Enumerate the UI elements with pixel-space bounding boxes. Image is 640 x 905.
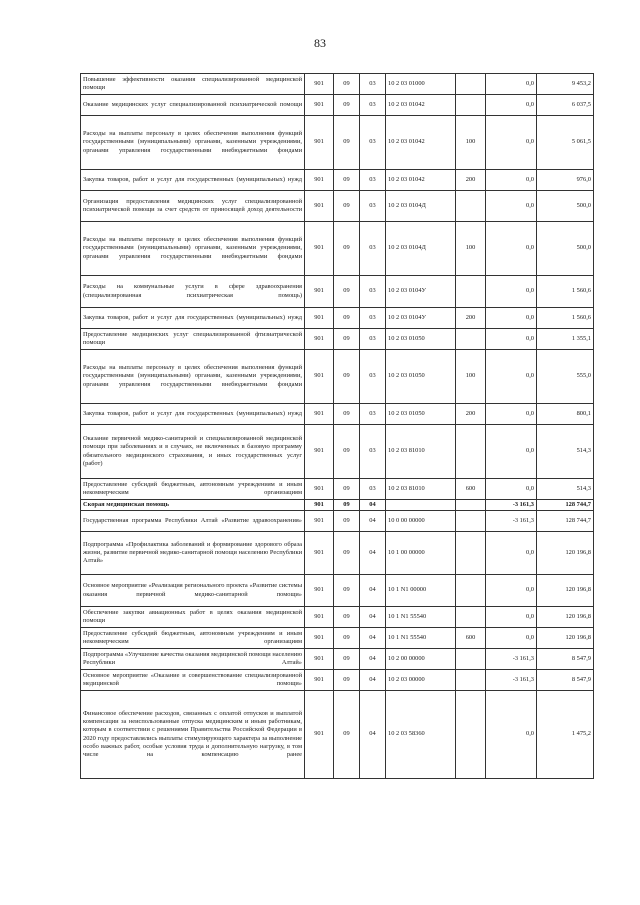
row-target-article-code: 10 0 00 00000 <box>386 511 456 532</box>
table-row <box>81 479 594 500</box>
row-expense-type-code: 100 <box>456 116 486 170</box>
row-change-amount: 0,0 <box>486 170 537 191</box>
row-grbs-code: 901 <box>305 404 334 425</box>
row-change-amount: 0,0 <box>486 74 537 95</box>
row-expense-type-code <box>456 691 486 779</box>
row-name: Оказание медицинских услуг специализированной психиатрической помощи <box>81 95 305 116</box>
row-target-article-code: 10 2 03 0104Д <box>386 191 456 222</box>
row-subsection-code: 03 <box>360 74 386 95</box>
row-subsection-code: 03 <box>360 116 386 170</box>
row-change-amount: 0,0 <box>486 404 537 425</box>
row-change-amount: 0,0 <box>486 276 537 308</box>
row-expense-type-code: 200 <box>456 404 486 425</box>
row-total-amount: 1 560,6 <box>537 308 594 329</box>
row-change-amount: 0,0 <box>486 116 537 170</box>
row-grbs-code: 901 <box>305 116 334 170</box>
row-change-amount: 0,0 <box>486 575 537 607</box>
row-name: Предоставление субсидий бюджетным, автономным учреждениям и иным некоммерческим организациям <box>81 628 305 649</box>
row-expense-type-code <box>456 95 486 116</box>
row-total-amount: 8 547,9 <box>537 649 594 670</box>
row-grbs-code: 901 <box>305 222 334 276</box>
row-subsection-code: 04 <box>360 691 386 779</box>
row-expense-type-code: 600 <box>456 479 486 500</box>
row-section-code: 09 <box>334 404 360 425</box>
row-target-article-code: 10 2 03 01050 <box>386 404 456 425</box>
row-name: Государственная программа Республики Алтай «Развитие здравоохранения» <box>81 511 305 532</box>
row-grbs-code: 901 <box>305 500 334 511</box>
row-name: Закупка товаров, работ и услуг для государственных (муниципальных) нужд <box>81 404 305 425</box>
row-total-amount: 800,1 <box>537 404 594 425</box>
row-change-amount: 0,0 <box>486 607 537 628</box>
table-row <box>81 532 594 575</box>
table-row <box>81 170 594 191</box>
row-grbs-code: 901 <box>305 276 334 308</box>
table-row <box>81 222 594 276</box>
row-section-code: 09 <box>334 276 360 308</box>
table-row <box>81 425 594 479</box>
row-target-article-code: 10 2 03 01042 <box>386 170 456 191</box>
row-grbs-code: 901 <box>305 691 334 779</box>
row-target-article-code: 10 2 03 81010 <box>386 425 456 479</box>
row-target-article-code <box>386 500 456 511</box>
row-grbs-code: 901 <box>305 74 334 95</box>
row-expense-type-code <box>456 532 486 575</box>
table-row <box>81 649 594 670</box>
row-change-amount: 0,0 <box>486 329 537 350</box>
row-target-article-code: 10 2 03 81010 <box>386 479 456 500</box>
row-grbs-code: 901 <box>305 607 334 628</box>
row-total-amount: 120 196,8 <box>537 575 594 607</box>
table-row <box>81 575 594 607</box>
row-expense-type-code <box>456 500 486 511</box>
row-grbs-code: 901 <box>305 350 334 404</box>
row-total-amount: 976,0 <box>537 170 594 191</box>
row-section-code: 09 <box>334 691 360 779</box>
row-name: Скорая медицинская помощь <box>81 500 305 511</box>
row-target-article-code: 10 2 00 00000 <box>386 649 456 670</box>
row-change-amount: -3 161,3 <box>486 511 537 532</box>
row-expense-type-code: 200 <box>456 308 486 329</box>
row-subsection-code: 03 <box>360 479 386 500</box>
table-body <box>81 74 594 779</box>
row-grbs-code: 901 <box>305 308 334 329</box>
table-row <box>81 191 594 222</box>
row-change-amount: 0,0 <box>486 532 537 575</box>
table-row <box>81 670 594 691</box>
row-target-article-code: 10 1 N1 55540 <box>386 628 456 649</box>
row-name: Организация предоставления медицинских услуг специализированной психиатрической помощи за счет средств от приносящей доход деятельности <box>81 191 305 222</box>
row-expense-type-code <box>456 575 486 607</box>
row-total-amount: 6 037,5 <box>537 95 594 116</box>
row-total-amount: 128 744,7 <box>537 500 594 511</box>
row-total-amount: 1 475,2 <box>537 691 594 779</box>
row-section-code: 09 <box>334 425 360 479</box>
row-total-amount: 500,0 <box>537 222 594 276</box>
row-total-amount: 9 453,2 <box>537 74 594 95</box>
row-subsection-code: 03 <box>360 95 386 116</box>
row-subsection-code: 04 <box>360 500 386 511</box>
row-expense-type-code <box>456 329 486 350</box>
table-row <box>81 95 594 116</box>
row-grbs-code: 901 <box>305 170 334 191</box>
table-row <box>81 350 594 404</box>
row-expense-type-code <box>456 607 486 628</box>
row-target-article-code: 10 2 03 01050 <box>386 329 456 350</box>
row-total-amount: 128 744,7 <box>537 511 594 532</box>
row-section-code: 09 <box>334 222 360 276</box>
row-target-article-code: 10 1 N1 00000 <box>386 575 456 607</box>
row-target-article-code: 10 2 03 0104У <box>386 276 456 308</box>
row-target-article-code: 10 2 03 00000 <box>386 670 456 691</box>
row-expense-type-code <box>456 670 486 691</box>
row-expense-type-code: 100 <box>456 222 486 276</box>
row-subsection-code: 04 <box>360 649 386 670</box>
row-section-code: 09 <box>334 670 360 691</box>
row-target-article-code: 10 2 03 58360 <box>386 691 456 779</box>
row-change-amount: 0,0 <box>486 222 537 276</box>
row-subsection-code: 03 <box>360 276 386 308</box>
row-grbs-code: 901 <box>305 670 334 691</box>
row-change-amount: -3 161,3 <box>486 670 537 691</box>
row-change-amount: 0,0 <box>486 691 537 779</box>
row-name: Оказание первичной медико-санитарной и специализированной медицинской помощи при заболеваниях и в случаях, не включенных в базовую программу обязательного медицинского страхования, и иных государственных услуг (работ) <box>81 425 305 479</box>
row-section-code: 09 <box>334 74 360 95</box>
row-target-article-code: 10 1 N1 55540 <box>386 607 456 628</box>
row-name: Основное мероприятие «Оказание и совершенствование специализированной медицинской помощи» <box>81 670 305 691</box>
row-subsection-code: 04 <box>360 607 386 628</box>
row-name: Расходы на выплаты персоналу в целях обеспечения выполнения функций государственными (муниципальными) органами, казенными учреждениями, органами управления государственными внебюджетными фондами <box>81 222 305 276</box>
row-grbs-code: 901 <box>305 532 334 575</box>
row-name: Подпрограмма «Улучшение качества оказания медицинской помощи населению Республики Алтай» <box>81 649 305 670</box>
row-name: Закупка товаров, работ и услуг для государственных (муниципальных) нужд <box>81 170 305 191</box>
table-row <box>81 607 594 628</box>
row-section-code: 09 <box>334 500 360 511</box>
table-row <box>81 329 594 350</box>
row-expense-type-code <box>456 511 486 532</box>
budget-table <box>80 73 594 779</box>
row-section-code: 09 <box>334 575 360 607</box>
row-expense-type-code: 200 <box>456 170 486 191</box>
row-subsection-code: 03 <box>360 191 386 222</box>
row-grbs-code: 901 <box>305 329 334 350</box>
table-row <box>81 511 594 532</box>
row-section-code: 09 <box>334 116 360 170</box>
row-grbs-code: 901 <box>305 191 334 222</box>
row-grbs-code: 901 <box>305 479 334 500</box>
page-number: 83 <box>314 36 326 50</box>
row-total-amount: 500,0 <box>537 191 594 222</box>
row-total-amount: 1 355,1 <box>537 329 594 350</box>
row-grbs-code: 901 <box>305 425 334 479</box>
row-subsection-code: 04 <box>360 575 386 607</box>
row-subsection-code: 03 <box>360 222 386 276</box>
row-change-amount: 0,0 <box>486 95 537 116</box>
row-subsection-code: 03 <box>360 425 386 479</box>
row-subsection-code: 03 <box>360 170 386 191</box>
table-row <box>81 276 594 308</box>
row-name: Расходы на выплаты персоналу в целях обеспечения выполнения функций государственными (муниципальными) органами, казенными учреждениями, органами управления государственными внебюджетными фондами <box>81 116 305 170</box>
row-target-article-code: 10 2 03 0104У <box>386 308 456 329</box>
row-target-article-code: 10 2 03 0104Д <box>386 222 456 276</box>
row-change-amount: 0,0 <box>486 628 537 649</box>
row-expense-type-code <box>456 425 486 479</box>
row-change-amount: 0,0 <box>486 425 537 479</box>
row-change-amount: -3 161,3 <box>486 649 537 670</box>
row-target-article-code: 10 2 03 01042 <box>386 116 456 170</box>
table-row <box>81 404 594 425</box>
row-subsection-code: 04 <box>360 628 386 649</box>
row-expense-type-code: 600 <box>456 628 486 649</box>
row-total-amount: 8 547,9 <box>537 670 594 691</box>
row-name: Расходы на выплаты персоналу в целях обеспечения выполнения функций государственными (муниципальными) органами, казенными учреждениями, органами управления государственными внебюджетными фондами <box>81 350 305 404</box>
row-change-amount: 0,0 <box>486 479 537 500</box>
row-expense-type-code: 100 <box>456 350 486 404</box>
row-total-amount: 120 196,8 <box>537 607 594 628</box>
row-name: Основное мероприятие «Реализация регионального проекта «Развитие системы оказания первичной медико-санитарной помощи» <box>81 575 305 607</box>
row-name: Предоставление субсидий бюджетным, автономным учреждениям и иным некоммерческим организациям <box>81 479 305 500</box>
row-subsection-code: 03 <box>360 308 386 329</box>
row-section-code: 09 <box>334 308 360 329</box>
row-name: Расходы на коммунальные услуги в сфере здравоохранения (специализированная психиатрическая помощь) <box>81 276 305 308</box>
table-row <box>81 74 594 95</box>
row-total-amount: 514,3 <box>537 479 594 500</box>
row-target-article-code: 10 2 03 01042 <box>386 95 456 116</box>
row-name: Предоставление медицинских услуг специализированной фтизиатрической помощи <box>81 329 305 350</box>
row-subsection-code: 04 <box>360 511 386 532</box>
row-section-code: 09 <box>334 649 360 670</box>
row-name: Подпрограмма «Профилактика заболеваний и формирование здорового образа жизни, развитие первичной медико-санитарной помощи населению Республики Алтай» <box>81 532 305 575</box>
row-expense-type-code <box>456 74 486 95</box>
row-grbs-code: 901 <box>305 649 334 670</box>
row-target-article-code: 10 2 03 01050 <box>386 350 456 404</box>
table-row <box>81 116 594 170</box>
row-change-amount: -3 161,3 <box>486 500 537 511</box>
row-total-amount: 120 196,8 <box>537 628 594 649</box>
row-grbs-code: 901 <box>305 628 334 649</box>
row-section-code: 09 <box>334 170 360 191</box>
row-name: Финансовое обеспечение расходов, связанных с оплатой отпусков и выплатой компенсации за неиспользованные отпуска медицинским и иным работникам, которым в соответствии с решениями Правительства Российской Федерации в 2020 году предоставлялись выплаты стимулирующего характера за выполнение особо важных работ, особые условия труда и дополнительную нагрузку, в том числе на компенсацию ранее <box>81 691 305 779</box>
row-section-code: 09 <box>334 350 360 404</box>
row-subsection-code: 03 <box>360 350 386 404</box>
row-section-code: 09 <box>334 479 360 500</box>
row-total-amount: 514,3 <box>537 425 594 479</box>
row-section-code: 09 <box>334 329 360 350</box>
row-grbs-code: 901 <box>305 575 334 607</box>
table-row <box>81 308 594 329</box>
row-total-amount: 120 196,8 <box>537 532 594 575</box>
row-grbs-code: 901 <box>305 95 334 116</box>
row-subsection-code: 04 <box>360 670 386 691</box>
row-section-code: 09 <box>334 532 360 575</box>
table-row <box>81 628 594 649</box>
row-section-code: 09 <box>334 607 360 628</box>
row-subsection-code: 04 <box>360 532 386 575</box>
row-total-amount: 5 061,5 <box>537 116 594 170</box>
row-target-article-code: 10 2 03 01000 <box>386 74 456 95</box>
table-row <box>81 500 594 511</box>
row-section-code: 09 <box>334 95 360 116</box>
row-total-amount: 1 560,6 <box>537 276 594 308</box>
table-row <box>81 691 594 779</box>
row-change-amount: 0,0 <box>486 308 537 329</box>
row-expense-type-code <box>456 649 486 670</box>
row-total-amount: 555,0 <box>537 350 594 404</box>
row-name: Повышение эффективности оказания специализированной медицинской помощи <box>81 74 305 95</box>
row-change-amount: 0,0 <box>486 191 537 222</box>
row-section-code: 09 <box>334 191 360 222</box>
row-grbs-code: 901 <box>305 511 334 532</box>
row-name: Закупка товаров, работ и услуг для государственных (муниципальных) нужд <box>81 308 305 329</box>
row-expense-type-code <box>456 276 486 308</box>
row-change-amount: 0,0 <box>486 350 537 404</box>
row-target-article-code: 10 1 00 00000 <box>386 532 456 575</box>
row-name: Обеспечение закупки авиационных работ в целях оказания медицинской помощи <box>81 607 305 628</box>
row-section-code: 09 <box>334 628 360 649</box>
row-expense-type-code <box>456 191 486 222</box>
row-subsection-code: 03 <box>360 329 386 350</box>
row-section-code: 09 <box>334 511 360 532</box>
row-subsection-code: 03 <box>360 404 386 425</box>
